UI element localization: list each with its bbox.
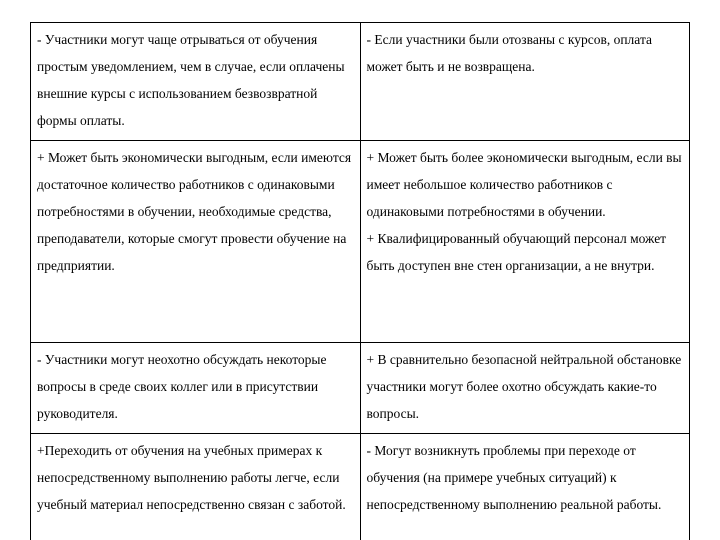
cell-paragraph: + Может быть экономически выгодным, если имеются достаточное количество работников с одинаковыми потребностями в обучении, необходимые средства, преподаватели, которые смогут провести обучение на предприятии. [37, 150, 352, 273]
table-cell-right [360, 343, 690, 434]
cell-paragraph: + В сравнительно безопасной нейтральной обстановке участники могут более охотно обсуждать какие-то вопросы. [366, 352, 682, 421]
cell-paragraph: - Могут возникнуть проблемы при переходе от обучения (на примере учебных ситуаций) к непосредственному выполнению реальной работы. [366, 443, 662, 512]
table-cell-right [360, 23, 690, 141]
cell-paragraph: - Участники могут чаще отрываться от обучения простым уведомлением, чем в случае, если оплачены внешние курсы с использованием безвозвратной формы оплаты. [37, 32, 345, 128]
cell-paragraph: - Если участники были отозваны с курсов, оплата может быть и не возвращена. [366, 32, 652, 74]
table-cell-left [31, 23, 361, 141]
table-cell-left [31, 141, 361, 343]
table-cell-left [31, 434, 361, 540]
table-cell-right [360, 141, 690, 343]
table-row [31, 141, 690, 343]
table-row [31, 434, 690, 540]
table-row [31, 23, 690, 141]
cell-paragraph: +Переходить от обучения на учебных примерах к непосредственному выполнению работы легче, если учебный материал непосредственно связан с заботой. [37, 443, 346, 512]
cell-paragraph: + Может быть более экономически выгодным, если вы имеет небольшое количество работников с одинаковыми потребностями в обучении. [366, 150, 682, 219]
table-cell-left [31, 343, 361, 434]
comparison-table [30, 22, 690, 540]
cell-paragraph: + Квалифицированный обучающий персонал может быть доступен вне стен организации, а не внутри. [366, 231, 667, 273]
table-row [31, 343, 690, 434]
table-cell-right [360, 434, 690, 540]
cell-paragraph: - Участники могут неохотно обсуждать некоторые вопросы в среде своих коллег или в присутствии руководителя. [37, 352, 327, 421]
